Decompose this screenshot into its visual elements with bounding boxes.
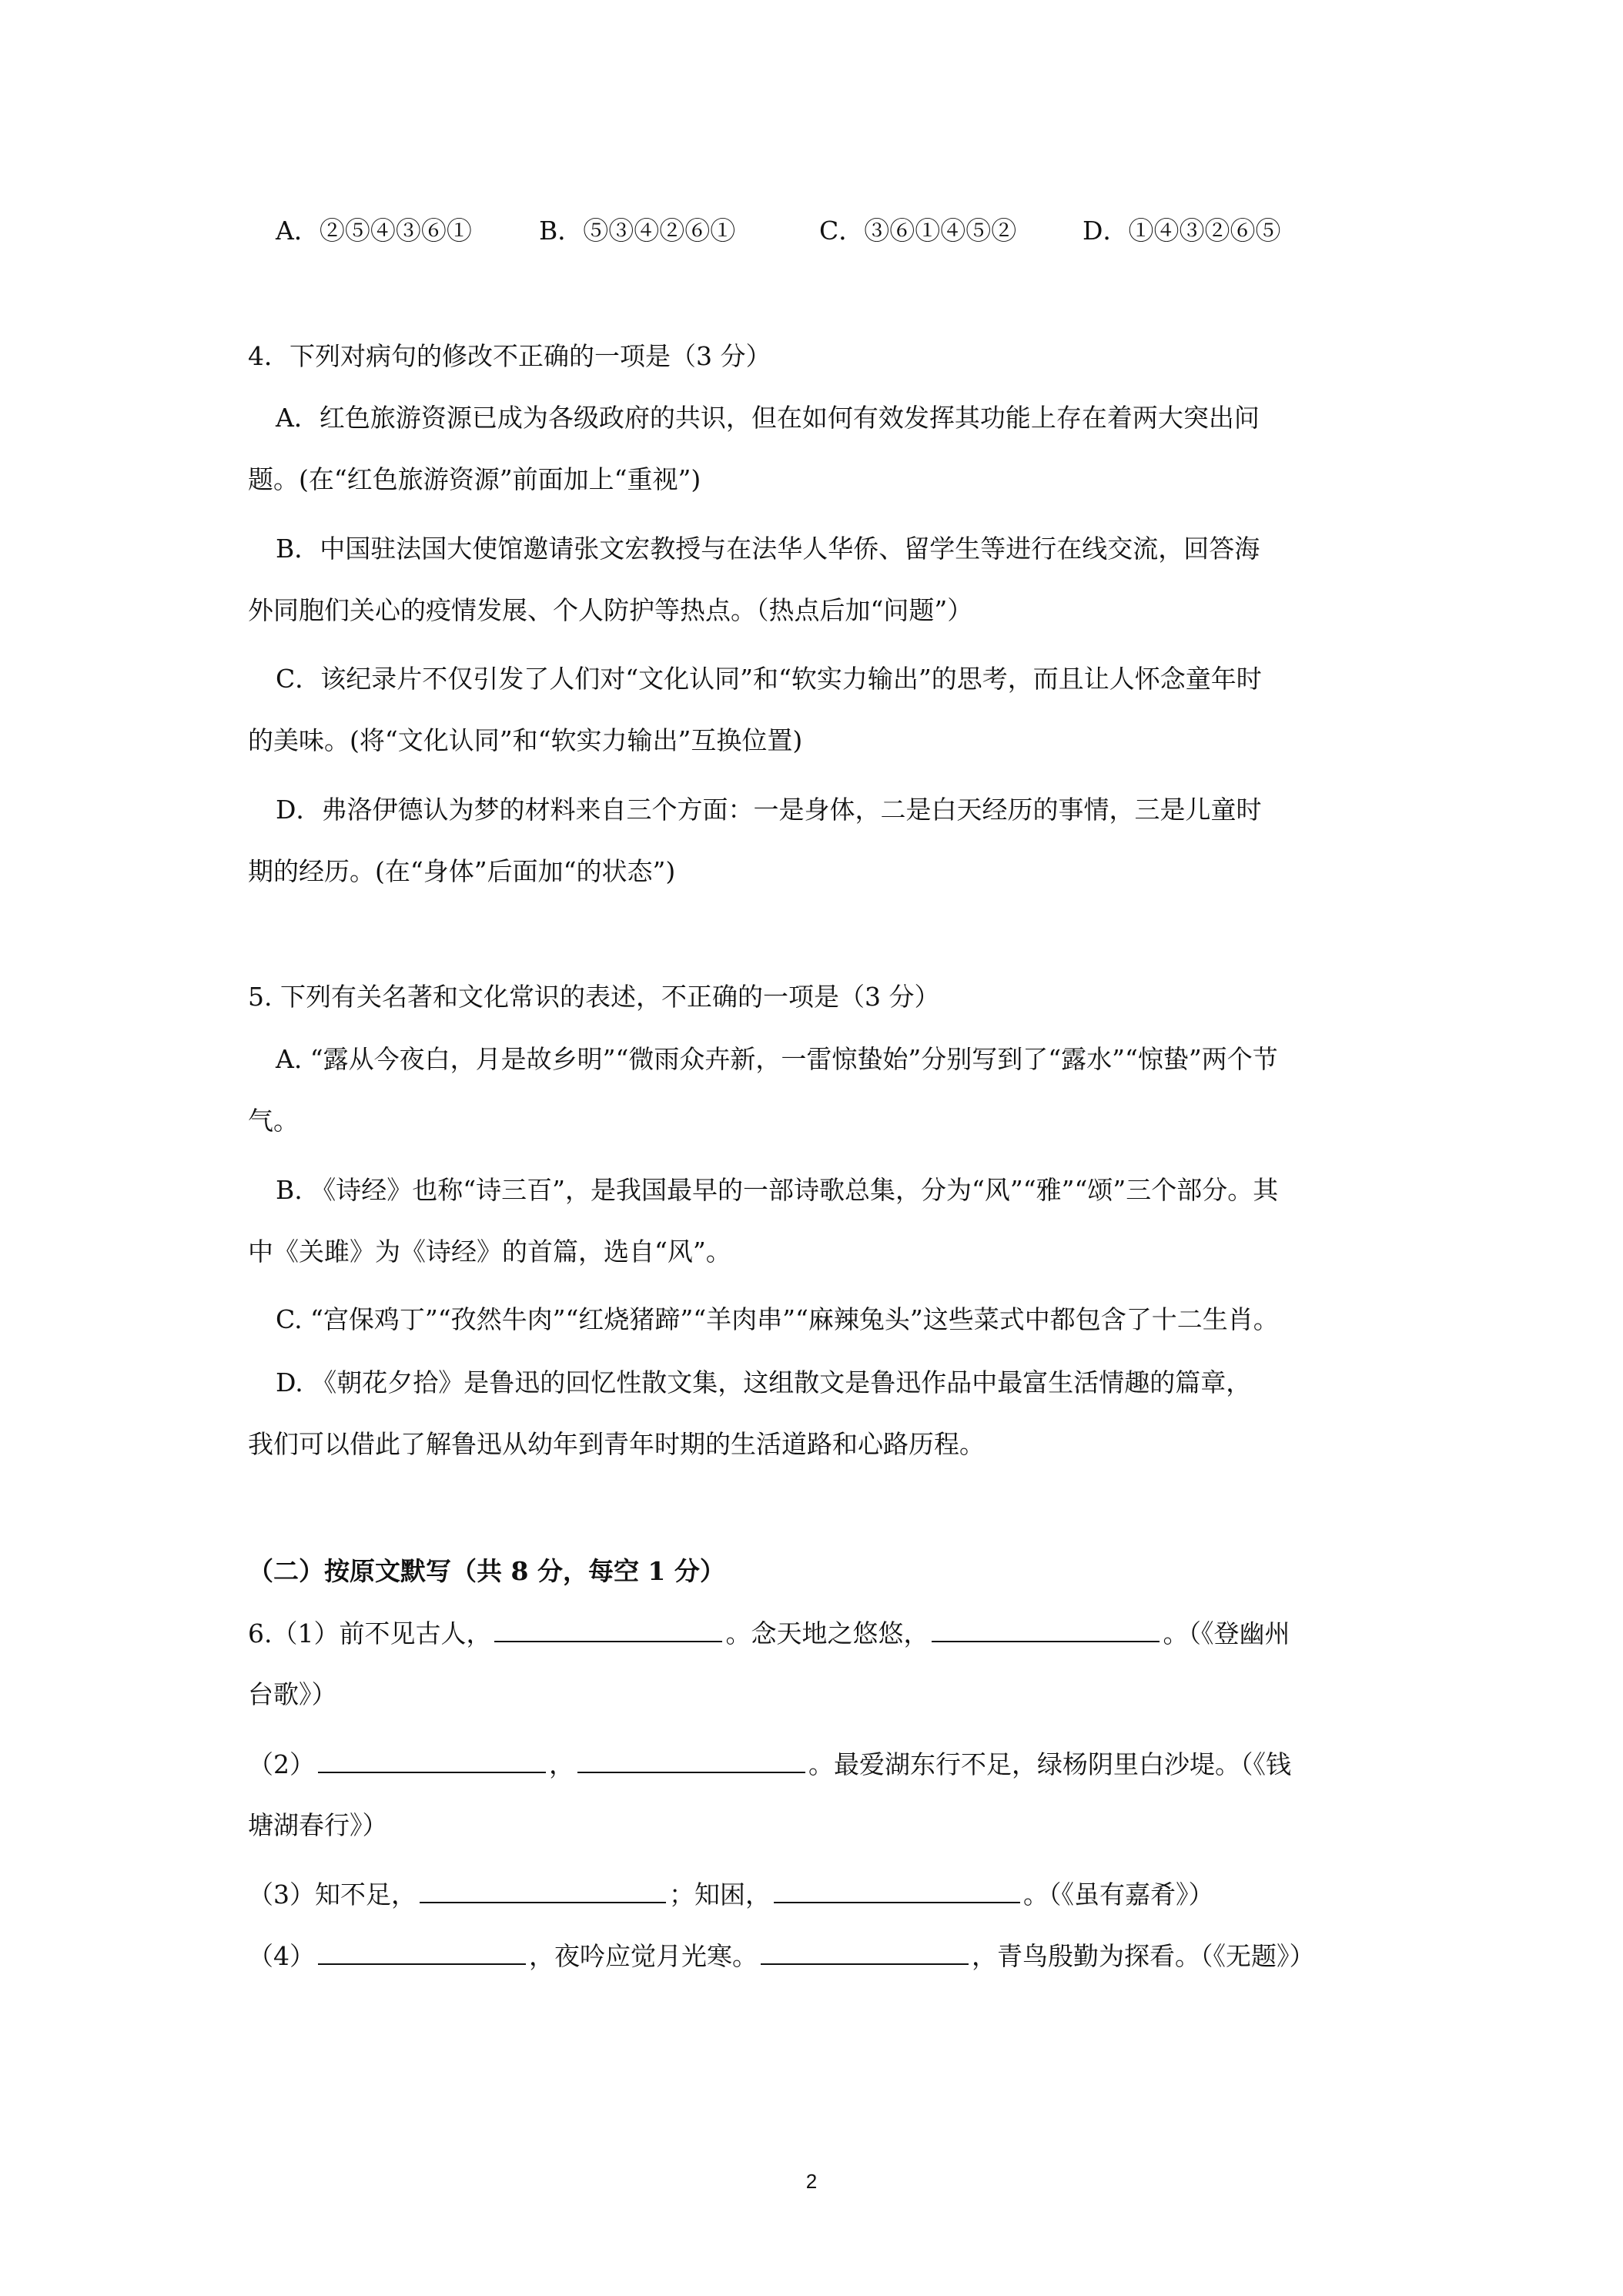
q5-line: 我们可以借此了解鲁迅从幼年到青年时期的生活道路和心路历程。	[248, 1429, 985, 1459]
q6-text: ，青鸟殷勤为探看。（《无题》）	[972, 1941, 1315, 1971]
q6-part1-line1	[248, 1618, 1380, 1649]
q4-line: B．中国驻法国大使馆邀请张文宏教授与在法华人华侨、留学生等进行在线交流，回答海	[276, 534, 1260, 564]
answer-blank[interactable]	[494, 1618, 722, 1642]
q6-text: （3）知不足，	[248, 1879, 417, 1909]
q6-text: 。（《虽有嘉肴》）	[1023, 1879, 1214, 1909]
q5-line: A. “露从今夜白，月是故乡明”“微雨众卉新，一雷惊蛰始”分别写到了“露水”“惊蛰”两个节	[276, 1044, 1278, 1074]
q4-stem: 4．下列对病句的修改不正确的一项是（3 分）	[248, 341, 771, 371]
q6-text: 6.（1）前不见古人，	[248, 1618, 492, 1648]
section-2-heading: （二）按原文默写（共 8 分，每空 1 分）	[248, 1556, 725, 1586]
q6-part3	[248, 1879, 1380, 1910]
q5-stem: 5. 下列有关名著和文化常识的表述，不正确的一项是（3 分）	[248, 982, 940, 1012]
q4-line: D．弗洛伊德认为梦的材料来自三个方面：一是身体，二是白天经历的事情，三是儿童时	[276, 795, 1262, 825]
q4-line: 的美味。(将“文化认同”和“软实力输出”互换位置)	[248, 725, 803, 755]
q6-text: 。最爱湖东行不足，绿杨阴里白沙堤。（《钱	[808, 1749, 1291, 1779]
answer-blank[interactable]	[420, 1879, 666, 1903]
q6-text: ，	[549, 1749, 574, 1779]
q5-line: D. 《朝花夕拾》是鲁迅的回忆性散文集，这组散文是鲁迅作品中最富生活情趣的篇章，	[276, 1367, 1252, 1397]
answer-blank[interactable]	[577, 1749, 805, 1773]
q6-text: （2）	[248, 1749, 315, 1779]
q4-line: 期的经历。(在“身体”后面加“的状态”)	[248, 856, 676, 886]
answer-blank[interactable]	[318, 1940, 526, 1965]
answer-blank[interactable]	[932, 1618, 1160, 1642]
q4-line: 外同胞们关心的疫情发展、个人防护等热点。（热点后加“问题”）	[248, 595, 973, 625]
q6-text: 。（《登幽州	[1163, 1618, 1290, 1648]
answer-blank[interactable]	[761, 1940, 969, 1965]
q3-option-d: D．①④③②⑥⑤	[1083, 216, 1281, 246]
q6-part1-line2: 台歌》）	[248, 1679, 337, 1709]
q3-option-c: C．③⑥①④⑤②	[819, 216, 1017, 246]
q6-part4	[248, 1940, 1380, 1972]
q5-line: 中《关雎》为《诗经》的首篇，选自“风”。	[248, 1237, 731, 1267]
q6-text: ；知困，	[669, 1879, 771, 1909]
q6-text: ，夜吟应觉月光寒。	[529, 1941, 758, 1971]
q6-text: （4）	[248, 1941, 315, 1971]
q5-line: 气。	[248, 1106, 299, 1136]
page-number: 2	[805, 2170, 818, 2193]
q6-part2-line2: 塘湖春行》）	[248, 1810, 388, 1840]
q6-part2-line1	[248, 1749, 1380, 1780]
q4-line: A．红色旅游资源已成为各级政府的共识，但在如何有效发挥其功能上存在着两大突出问	[276, 403, 1260, 433]
answer-blank[interactable]	[774, 1879, 1020, 1903]
q4-line: 题。(在“红色旅游资源”前面加上“重视”)	[248, 464, 701, 494]
q5-line: B. 《诗经》也称“诗三百”，是我国最早的一部诗歌总集，分为“风”“雅”“颂”三个部分。其	[276, 1175, 1279, 1205]
q4-line: C．该纪录片不仅引发了人们对“文化认同”和“软实力输出”的思考，而且让人怀念童年时	[276, 664, 1262, 694]
q3-option-b: B．⑤③④②⑥①	[539, 216, 736, 246]
q3-option-a: A．②⑤④③⑥①	[276, 216, 472, 246]
q5-line: C. “宫保鸡丁”“孜然牛肉”“红烧猪蹄”“羊肉串”“麻辣兔头”这些菜式中都包含了十二生肖。	[276, 1304, 1279, 1334]
q6-text: 。念天地之悠悠，	[725, 1618, 929, 1648]
answer-blank[interactable]	[318, 1749, 546, 1773]
